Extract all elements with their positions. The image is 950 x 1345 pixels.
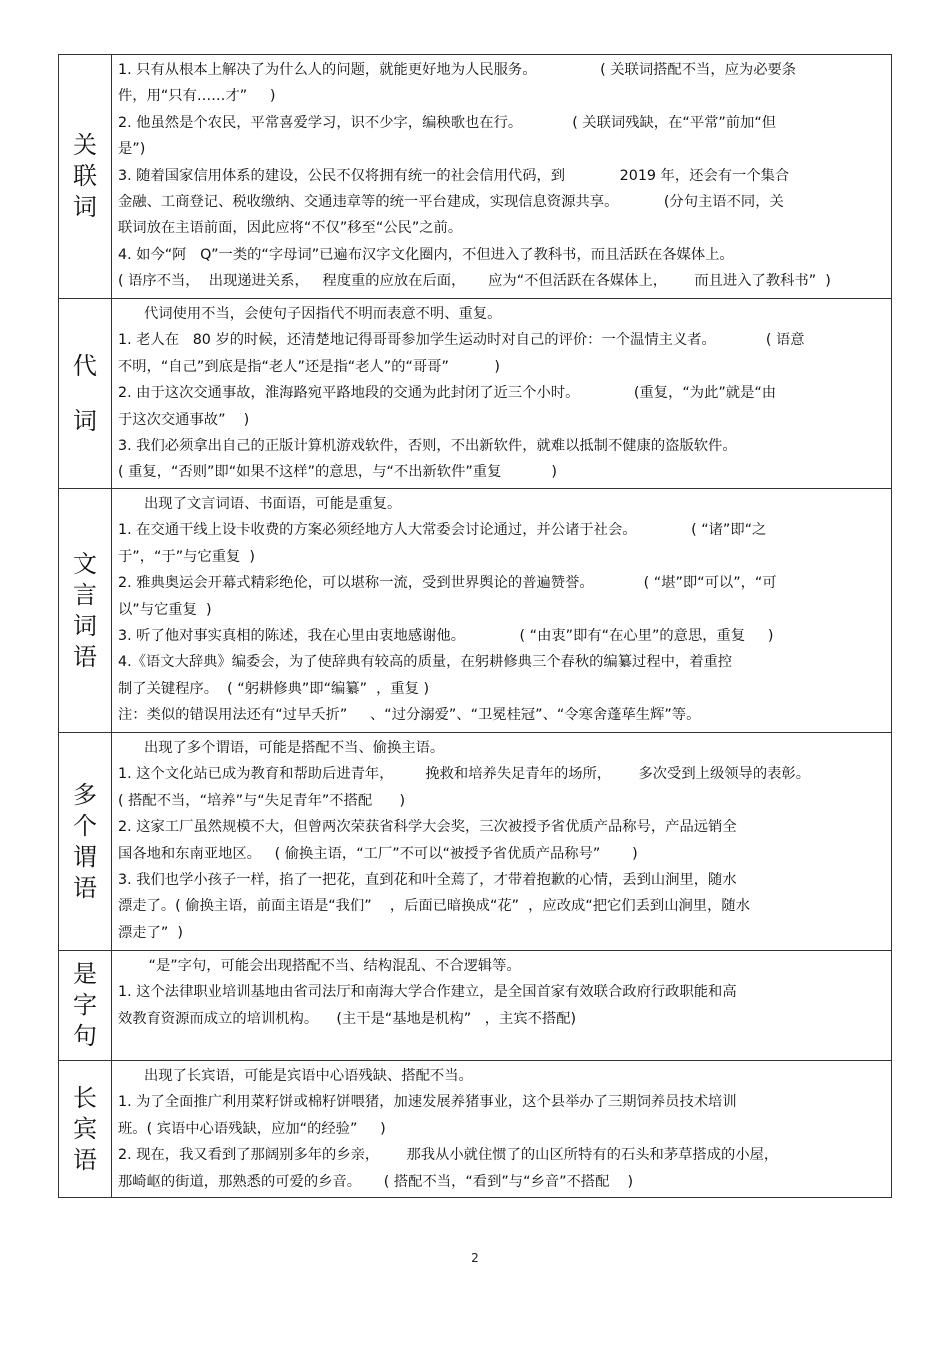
category-label-char: 长 <box>73 1083 97 1112</box>
example-line: 于这次交通事故” ) <box>118 411 250 428</box>
example-line: 2. 雅典奥运会开幕式精彩绝伦，可以堪称一流，受到世界舆论的普遍赞誉。 ( “堪”即“可以”，“可 <box>118 575 777 592</box>
example-line: 联词放在主语前面，因此应将“不仅”移至“公民”之前。 <box>118 220 463 237</box>
category-label-char: 宾 <box>73 1114 97 1143</box>
category-label <box>59 489 112 733</box>
example-line: 2. 这家工厂虽然规模不大，但曾两次荣获省科学大会奖，三次被授予省优质产品称号，产品远销全 <box>118 819 737 836</box>
example-line: 1. 为了全面推广利用菜籽饼或棉籽饼喂猪，加速发展养猪事业，这个县举办了三期饲养员技术培训 <box>118 1094 737 1111</box>
category-label-char: 字 <box>73 991 97 1019</box>
example-line: 2. 现在，我又看到了那阔别多年的乡亲， 那我从小就住惯了的山区所特有的石头和茅草搭成的小屋， <box>118 1147 779 1164</box>
section-intro: 出现了多个谓语，可能是搭配不当、偷换主语。 <box>144 740 445 756</box>
example-line: 以”与它重复 ) <box>118 601 212 618</box>
category-content <box>112 489 892 733</box>
section-intro: 代词使用不当，会使句子因指代不明而表意不明、重复。 <box>144 306 502 322</box>
example-line: 不明，“自己”到底是指“老人”还是指“老人”的“哥哥” ) <box>118 358 500 375</box>
table-row <box>59 1061 892 1198</box>
example-line: 3. 听了他对事实真相的陈述，我在心里由衷地感谢他。 ( “由衷”即有“在心里”的意思，重复 ) <box>118 628 774 645</box>
table-row <box>59 55 892 299</box>
category-label-char: 联 <box>73 162 97 190</box>
example-line: 件，用“只有……才” ) <box>118 88 276 105</box>
category-label <box>59 733 112 951</box>
example-line: 3. 我们必须拿出自己的正版计算机游戏软件，否则，不出新软件，就难以抵制不健康的盗版软件。 <box>118 438 737 455</box>
category-label-char: 个 <box>73 811 97 840</box>
grammar-error-table <box>58 54 892 1198</box>
category-label-char: 词 <box>73 611 97 640</box>
category-label-char: 谓 <box>73 842 97 871</box>
category-label-char: 是 <box>73 960 97 988</box>
category-label-char: 言 <box>73 580 97 609</box>
category-label-char: 词 <box>73 406 97 435</box>
example-line: 班。( 宾语中心语残缺，应加“的经验” ) <box>118 1120 386 1137</box>
category-content <box>112 1061 892 1198</box>
example-line: 4. 如今“阿 Q”一类的“字母词”已遍布汉字文化圈内，不但进入了教科书，而且活跃在各媒体上。 <box>118 246 734 263</box>
category-content <box>112 951 892 1061</box>
section-intro: 出现了文言词语、书面语，可能是重复。 <box>144 496 402 512</box>
page-number: 2 <box>471 1251 479 1265</box>
table-row <box>59 951 892 1061</box>
example-line: 3. 我们也学小孩子一样，掐了一把花，直到花和叶全蔫了，才带着抱歉的心情，丢到山涧里，随水 <box>118 872 737 889</box>
example-line: 2. 由于这次交通事故，淮海路宛平路地段的交通为此封闭了近三个小时。 (重复，“为此”就是“由 <box>118 385 777 402</box>
category-content <box>112 55 892 299</box>
example-line: 注：类似的错误用法还有“过早夭折” 、“过分溺爱”、“卫冕桂冠”、“令寒舍蓬荜生辉”等。 <box>118 707 701 724</box>
example-line: 漂走了” ) <box>118 924 183 941</box>
example-line: 1. 这个法律职业培训基地由省司法厅和南海大学合作建立，是全国首家有效联合政府行政职能和高 <box>118 984 737 1001</box>
category-label-char: 多 <box>73 780 97 809</box>
category-label <box>59 1061 112 1198</box>
example-line: 1. 只有从根本上解决了为什么人的问题，就能更好地为人民服务。 ( 关联词搭配不当，应为必要条 <box>118 62 797 78</box>
example-line: 3. 随着国家信用体系的建设，公民不仅将拥有统一的社会信用代码，到 2019 年，还会有一个集合 <box>118 167 790 184</box>
example-line: 是”) <box>118 141 146 158</box>
table-row <box>59 299 892 489</box>
example-line: 金融、工商登记、税收缴纳、交通违章等的统一平台建成，实现信息资源共享。 (分句主语不同，关 <box>118 194 784 211</box>
example-line: 那崎岖的街道，那熟悉的可爱的乡音。 ( 搭配不当，“看到”与“乡音”不搭配 ) <box>118 1173 634 1190</box>
category-label <box>59 951 112 1061</box>
example-line: 1. 这个文化站已成为教育和帮助后进青年， 挽救和培养失足青年的场所， 多次受到上级领导的表彰。 <box>118 766 811 783</box>
category-label-char: 句 <box>73 1022 97 1050</box>
example-line: 1. 在交通干线上设卡收费的方案必须经地方人大常委会讨论通过，并公诸于社会。 ( “诸”即“之 <box>118 522 767 539</box>
section-intro: “是”字句，可能会出现搭配不当、结构混乱、不合逻辑等。 <box>144 958 521 974</box>
table-row <box>59 733 892 951</box>
category-label-char: 文 <box>73 549 97 578</box>
category-label-char: 语 <box>73 873 97 902</box>
category-label-char: 词 <box>73 193 97 221</box>
category-label-char: 语 <box>73 642 97 671</box>
example-line: 4.《语文大辞典》编委会，为了使辞典有较高的质量，在躬耕修典三个春秋的编纂过程中，着重控 <box>118 654 733 671</box>
example-line: ( 搭配不当，“培养”与“失足青年”不搭配 ) <box>118 792 406 809</box>
example-line: 于”，“于”与它重复 ) <box>118 548 255 565</box>
example-line: ( 重复，“否则”即“如果不这样”的意思，与“不出新软件”重复 ) <box>118 464 557 481</box>
example-line: 漂走了。( 偷换主语，前面主语是“我们” ，后面已暗换成“花” ，应改成“把它们丢到山涧里，随水 <box>118 898 750 915</box>
section-intro: 出现了长宾语，可能是宾语中心语残缺、搭配不当。 <box>144 1068 473 1084</box>
category-content <box>112 299 892 489</box>
category-label <box>59 299 112 489</box>
example-line: ( 语序不当， 出现递进关系， 程度重的应放在后面， 应为“不但活跃在各媒体上， 而且进入了教科书” ) <box>118 273 831 290</box>
category-label-char: 代 <box>73 351 97 380</box>
category-label <box>59 55 112 299</box>
example-line: 1. 老人在 80 岁的时候，还清楚地记得哥哥参加学生运动时对自己的评价：一个温情主义者。 ( 语意 <box>118 332 805 349</box>
table-row <box>59 489 892 733</box>
category-label-char: 关 <box>73 131 97 159</box>
category-label-char: 语 <box>73 1145 97 1174</box>
example-line: 效教育资源而成立的培训机构。 (主干是“基地是机构” ，主宾不搭配) <box>118 1010 577 1027</box>
example-line: 国各地和东南亚地区。 ( 偷换主语，“工厂”不可以“被授予省优质产品称号” ) <box>118 845 638 862</box>
example-line: 2. 他虽然是个农民，平常喜爱学习，识不少字，编秧歌也在行。 ( 关联词残缺，在“平常”前加“但 <box>118 114 777 131</box>
category-content <box>112 733 892 951</box>
example-line: 制了关键程序。 ( “躬耕修典”即“编纂” ，重复 ) <box>118 680 430 697</box>
